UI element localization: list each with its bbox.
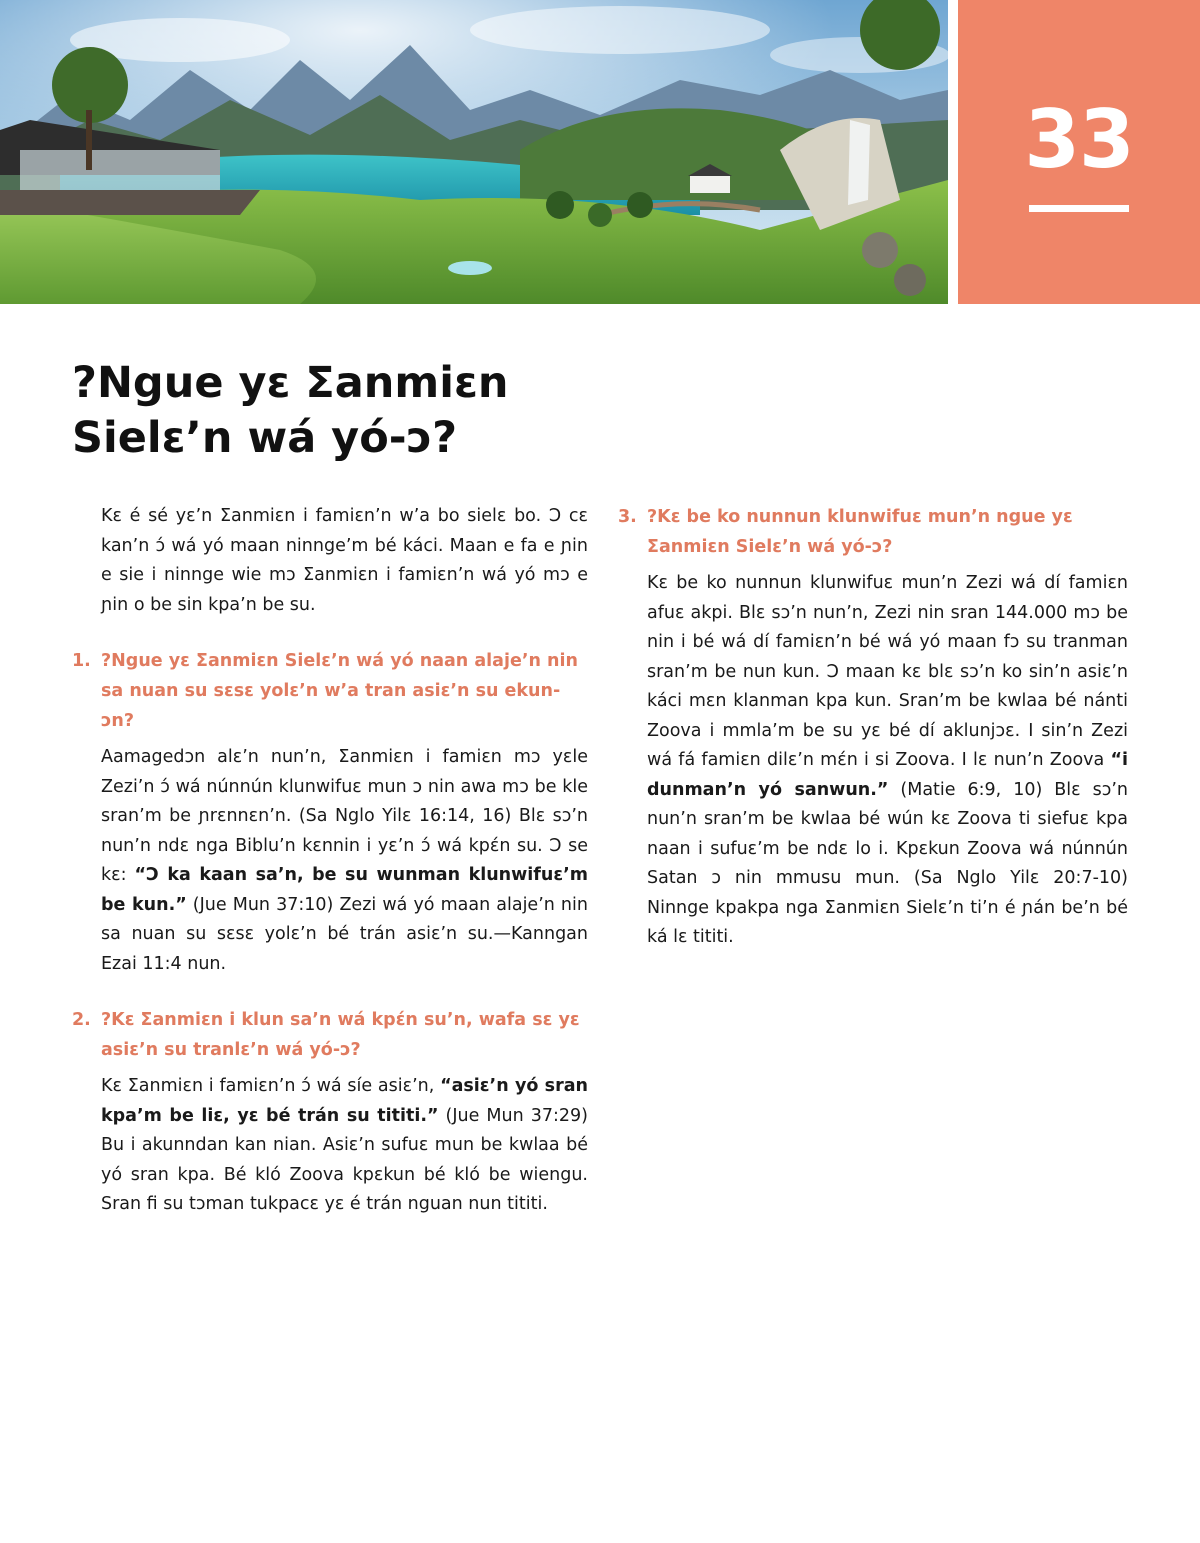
answer-quote: “asiɛ’n yó sran kpa’m be liɛ, yɛ bé trán su tititi.” <box>101 1076 588 1126</box>
badge-underline <box>1029 205 1129 212</box>
answer-text: Kɛ be ko nunnun klunwifuɛ mun’n Zezi wá dí famiɛn afuɛ akpi. Blɛ sɔ’n nun’n, Zezi nin sran 144.000 mɔ be nin i bé wá dí famiɛn’n bé wá yó maan fɔ su tranman sran’m be nun kun. Ɔ maan kɛ blɛ sɔ’n ko sin’n asiɛ’n káci mɛn klanman kpa kun. Sran’m be kwlaa bé nánti Zoova i mmla’m be su yɛ bé dí aklunjɔɛ. I sin’n Zezi wá fá famiɛn dilɛ’n mɛ́n i si Zoova. I lɛ nun’n Zoova <box>647 573 1128 770</box>
right-column <box>618 502 1128 953</box>
question-block <box>72 646 588 979</box>
question-block <box>618 502 1128 953</box>
title-line-2: Sielɛ’n wá yó-ɔ? <box>72 413 458 463</box>
question-number: 1. <box>72 651 91 671</box>
question-text: ?Ngue yɛ Ʃanmiɛn Sielɛ’n wá yó naan alaje’n nin sa nuan su sɛsɛ yolɛ’n w’a tran asiɛ’n su ekun-ɔn? <box>101 651 578 731</box>
answer-quote: “Ɔ ka kaan sa’n, be su wunman klunwifuɛ’m be kun.” <box>101 865 588 915</box>
left-column <box>72 502 588 1220</box>
question-number: 3. <box>618 507 637 527</box>
answer-text: Kɛ Ʃanmiɛn i famiɛn’n ɔ́ wá síe asiɛ’n, <box>101 1076 441 1096</box>
question-text: ?Kɛ Ʃanmiɛn i klun sa’n wá kpɛ́n su’n, wafa sɛ yɛ asiɛ’n su tranlɛ’n wá yó-ɔ? <box>101 1010 580 1060</box>
question-heading <box>618 502 1128 562</box>
question-heading <box>72 1005 588 1065</box>
page-title <box>72 356 632 466</box>
answer-quote: “i dunman’n yó sanwun.” <box>647 750 1128 800</box>
title-line-1: ?Ngue yɛ Ʃanmiɛn <box>72 358 509 408</box>
answer-text: (Matie 6:9, 10) Blɛ sɔ’n nun’n sran’m be kwlaa bé wún kɛ Zoova ti siefuɛ kpa naan i sufuɛ’m be ndɛ lo i. Kpɛkun Zoova wá núnnún Satan ɔ nin mmusu mun. (Sa Nglo Yilɛ 20:7-10) Ninnge kpakpa nga Ʃanmiɛn Sielɛ’n ti’n é ɲán be’n bé ká lɛ tititi. <box>647 779 1128 947</box>
answer-text: (Jue Mun 37:29) Bu i akunndan kan nian. Asiɛ’n sufuɛ mun be kwlaa bé yó sran kpa. Bé kló Zoova kpɛkun bé kló be wiengu. Sran fi su tɔman tukpacɛ yɛ é trán nguan nun tititi. <box>101 1105 589 1214</box>
question-number: 2. <box>72 1010 91 1030</box>
answer-text: Aamagedɔn alɛ’n nun’n, Ʃanmiɛn i famiɛn mɔ yɛle Zezi’n ɔ́ wá núnnún klunwifuɛ mun ɔ nin awa mɔ be kle sran’m be ɲrɛnnɛn’n. (Sa Nglo Yilɛ 16:14, 16) Blɛ sɔ’n nun’n ndɛ nga Biblu’n kɛnnin i yɛ’n ɔ́ wá kpɛ́n su. Ɔ se kɛ: <box>101 747 588 885</box>
question-heading <box>72 646 588 736</box>
lesson-number-badge <box>958 0 1200 304</box>
answer-paragraph <box>647 569 1128 953</box>
hero-landscape-image <box>0 0 948 304</box>
question-block <box>72 1005 588 1220</box>
answer-text: (Jue Mun 37:10) Zezi wá yó maan alaje’n nin sa nuan su sɛsɛ yolɛ’n bé trán asiɛ’n su.—Kanngan Ezai 11:4 nun. <box>101 894 588 974</box>
answer-paragraph <box>101 743 588 979</box>
lesson-number: 33 <box>1024 93 1134 186</box>
question-text: ?Kɛ be ko nunnun klunwifuɛ mun’n ngue yɛ Ʃanmiɛn Sielɛ’n wá yó-ɔ? <box>647 507 1073 557</box>
answer-paragraph <box>101 1072 588 1220</box>
intro-paragraph: Kɛ é sé yɛ’n Ʃanmiɛn i famiɛn’n w’a bo sielɛ bo. Ɔ cɛ kan’n ɔ́ wá yó maan ninnge’m bé káci. Maan e fa e ɲin e sie i ninnge wie mɔ Ʃanmiɛn i famiɛn’n wá yó mɔ e ɲin o be sin kpa’n be su. <box>101 506 588 615</box>
